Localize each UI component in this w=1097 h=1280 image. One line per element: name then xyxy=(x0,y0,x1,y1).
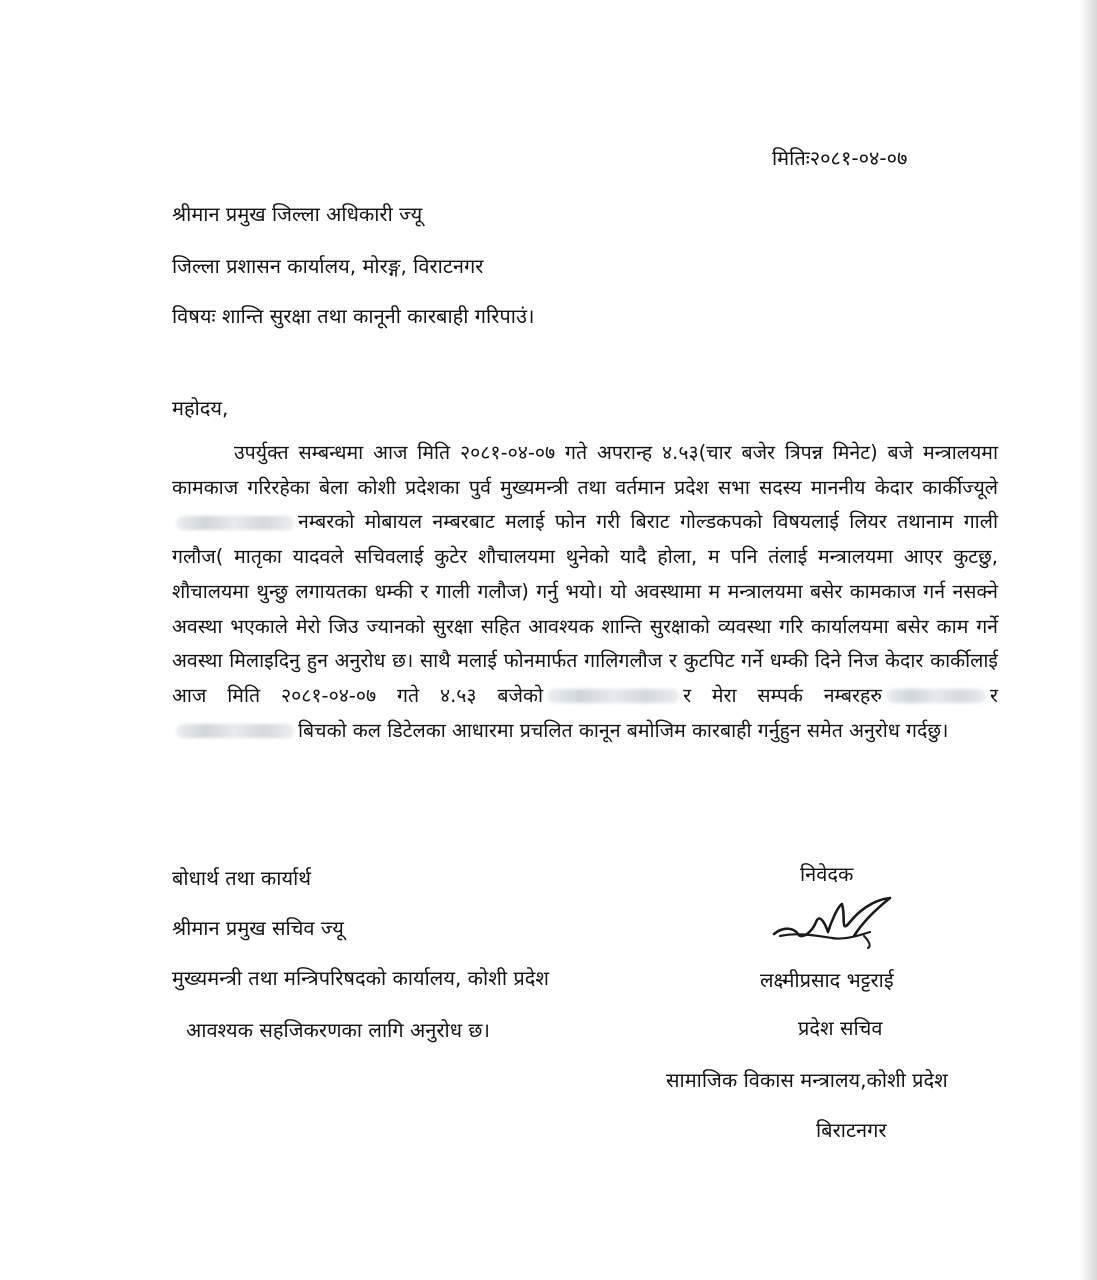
redacted-phone-number xyxy=(547,689,679,703)
copy-to-line-3: आवश्यक सहजिकरणका लागि अनुरोध छ। xyxy=(186,1018,490,1042)
subject-line: विषयः शान्ति सुरक्षा तथा कानूनी कारबाही गरिपाउं। xyxy=(172,304,535,328)
recipient-line-1: श्रीमान प्रमुख जिल्ला अधिकारी ज्यू xyxy=(172,202,423,226)
page-edge-shadow xyxy=(1079,0,1097,1280)
copy-to-line-2: मुख्यमन्त्री तथा मन्त्रिपरिषदको कार्यालय, कोशी प्रदेश xyxy=(172,966,549,990)
body-text-part-3: र मेरा सम्पर्क नम्बरहरु xyxy=(683,683,883,707)
body-text-part-5: बिचको कल डिटेलका आधारमा प्रचलित कानून बमोजिम कारबाही गर्नुहुन समेत अनुरोध गर्दछु। xyxy=(298,718,949,742)
recipient-line-2: जिल्ला प्रशासन कार्यालय, मोरङ्ग, विराटनगर xyxy=(172,254,484,278)
handwritten-signature xyxy=(768,892,898,952)
body-paragraph xyxy=(172,436,998,748)
redacted-phone-number xyxy=(886,689,986,703)
redacted-phone-number xyxy=(176,516,294,530)
signatory-title: प्रदेश सचिव xyxy=(798,1016,883,1040)
redacted-phone-number xyxy=(176,724,294,738)
date-line: मितिः२०८१-०४-०७ xyxy=(772,146,908,170)
letter-body xyxy=(172,436,998,748)
signatory-name: लक्ष्मीप्रसाद भट्टराई xyxy=(760,968,894,992)
copy-to-line-1: श्रीमान प्रमुख सचिव ज्यू xyxy=(172,916,344,940)
copy-to-heading: बोधार्थ तथा कार्यार्थ xyxy=(172,866,312,890)
signatory-label: निवेदक xyxy=(800,862,854,886)
signatory-office: सामाजिक विकास मन्त्रालय,कोशी प्रदेश xyxy=(666,1068,948,1092)
body-text-part-2: नम्बरको मोबायल नम्बरबाट मलाई फोन गरी बिराट गोल्डकपको विषयलाई लियर तथानाम गाली गलौज( मातृका यादवले सचिवलाई कुटेर शौचालयमा थुनेको यादै होला, म पनि तंलाई मन्त्रालयमा आएर कुटछु, शौचालयमा थुन्छु लगायतका धम्की र गाली गलौज) गर्नु भयो। यो अवस्थामा म मन्त्रालयमा बसेर कामकाज गर्न नसक्ने अवस्था भएकाले मेरो जिउ ज्यानको सुरक्षा सहित आवश्यक शान्ति सुरक्षाको व्यवस्था गरि कार्यालयमा बसेर काम गर्ने अवस्था मिलाइदिनु हुन अनुरोध छ। साथै मलाई फोनमार्फत गालिगलौज र कुटपिट गर्ने धम्की दिने निज केदार कार्कीलाई आज मिति २०८१-०४-०७ गते ४.५३ बजेको xyxy=(172,510,998,707)
body-text-part-4: र xyxy=(990,683,998,707)
salutation: महोदय, xyxy=(172,396,229,420)
signatory-city: बिराटनगर xyxy=(816,1118,887,1142)
body-text-part-1: उपर्युक्त सम्बन्धमा आज मिति २०८१-०४-०७ गते अपरान्ह ४.५३(चार बजेर त्रिपन्न मिनेट) बजे मन्त्रालयमा कामकाज गरिरहेका बेला कोशी प्रदेशका पुर्व मुख्यमन्त्री तथा वर्तमान प्रदेश सभा सदस्य माननीय केदार कार्कीज्यूले xyxy=(172,441,998,499)
